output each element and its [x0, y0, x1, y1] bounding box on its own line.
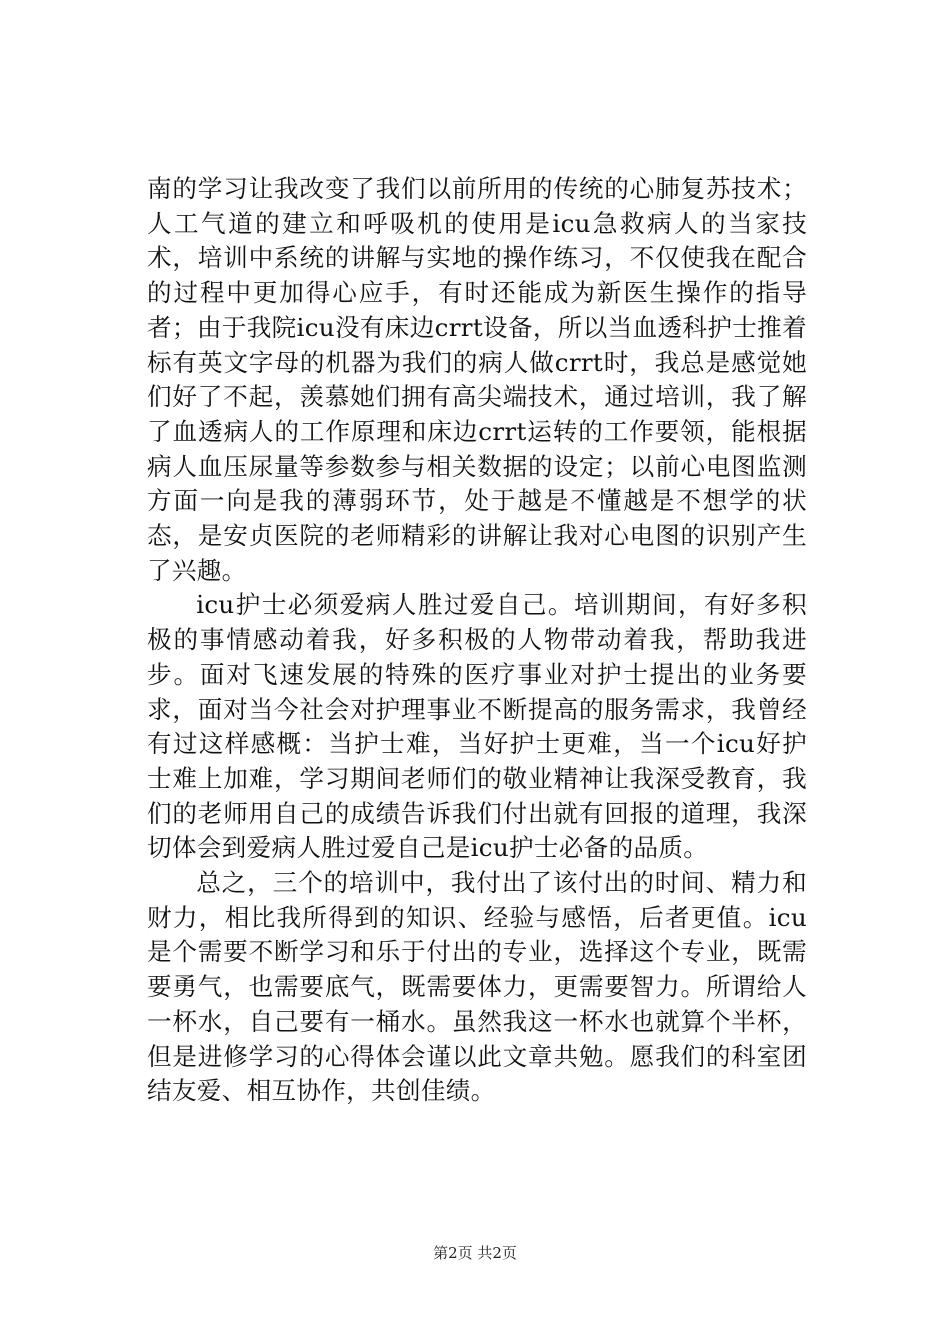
document-body	[147, 172, 807, 1109]
page-footer	[0, 1243, 950, 1263]
page-number-label: 第2页 共2页	[433, 1244, 517, 1262]
paragraph-2: icu护士必须爱病人胜过爱自己。培训期间，有好多积极的事情感动着我，好多积极的人物带动着我，帮助我进步。面对飞速发展的特殊的医疗事业对护士提出的业务要求，面对当今社会对护理事业不断提高的服务需求，我曾经有过这样感概：当护士难，当好护士更难，当一个icu好护士难上加难，学习期间老师们的敬业精神让我深受教育，我们的老师用自己的成绩告诉我们付出就有回报的道理，我深切体会到爱病人胜过爱自己是icu护士必备的品质。	[147, 590, 807, 863]
paragraph-3: 总之，三个的培训中，我付出了该付出的时间、精力和财力，相比我所得到的知识、经验与感悟，后者更值。icu是个需要不断学习和乐于付出的专业，选择这个专业，既需要勇气，也需要底气，既需要体力，更需要智力。所谓给人一杯水，自己要有一桶水。虽然我这一杯水也就算个半杯，但是进修学习的心得体会谨以此文章共勉。愿我们的科室团结友爱、相互协作，共创佳绩。	[147, 868, 807, 1106]
paragraph-1: 南的学习让我改变了我们以前所用的传统的心肺复苏技术；人工气道的建立和呼吸机的使用是icu急救病人的当家技术，培训中系统的讲解与实地的操作练习，不仅使我在配合的过程中更加得心应手，有时还能成为新医生操作的指导者；由于我院icu没有床边crrt设备，所以当血透科护士推着标有英文字母的机器为我们的病人做crrt时，我总是感觉她们好了不起，羡慕她们拥有高尖端技术，通过培训，我了解了血透病人的工作原理和床边crrt运转的工作要领，能根据病人血压尿量等参数参与相关数据的设定；以前心电图监测方面一向是我的薄弱环节，处于越是不懂越是不想学的状态，是安贞医院的老师精彩的讲解让我对心电图的识别产生了兴趣。	[147, 174, 807, 585]
